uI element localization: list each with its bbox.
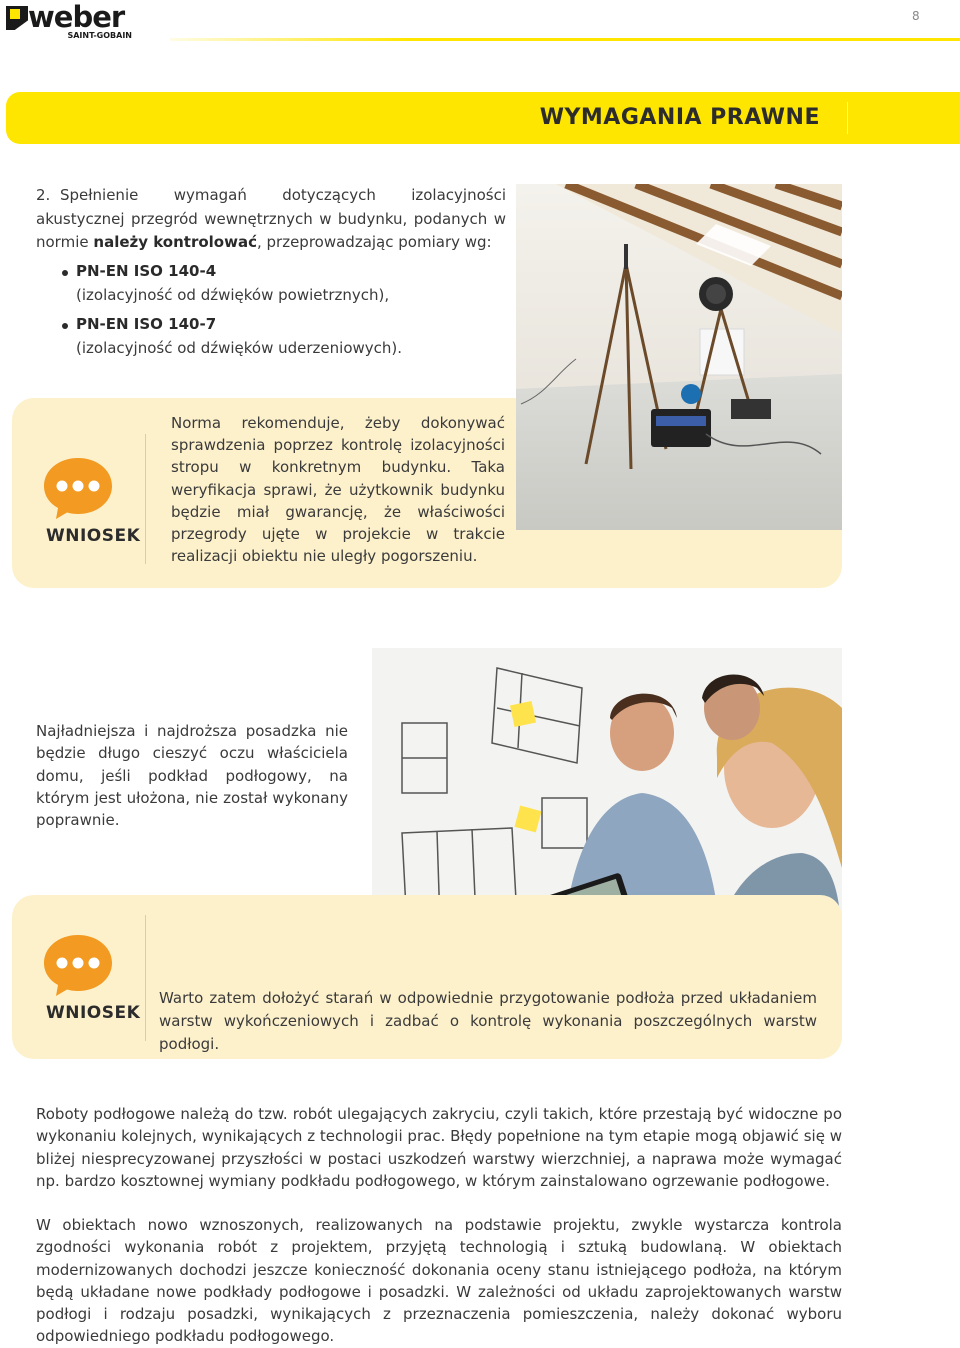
body-paragraph-1: Roboty podłogowe należą do tzw. robót ulegających zakryciu, czyli takich, które przestają być widoczne po wykonaniu kolejnych, wynikających z technologii prac. Błędy popełnione na tym etapie mogą objawić się w bliżej niesprecyzowanej przyszłości w postaci uszkodzeń warstwy wierzchniej, a naprawa może wymagać np. bardzo kosztownej wymiany podkładu podłogowego, w którym zainstalowano ogrzewanie podłogowe.	[36, 1105, 842, 1190]
weber-logo-mark	[6, 6, 28, 30]
section1-bold: należy kontrolować	[93, 233, 257, 251]
section1-text-start: Spełnienie wymagań dotyczących izolacyjności akustycznej przegród wewnętrznych w budynku, podanych w normie	[36, 186, 506, 251]
speech-bubble-icon	[42, 456, 114, 520]
conclusion-text: Warto zatem dołożyć starań w odpowiednie przygotowanie podłoża przed układaniem warstw wykończeniowych i zadbać o kontrolę wykonania poszczególnych warstw podłogi.	[159, 989, 817, 1053]
title-separator	[847, 102, 848, 134]
conclusion-box-2	[12, 895, 842, 1059]
bullet-dot	[62, 270, 68, 276]
section1-text-end: , przeprowadzając pomiary wg:	[256, 233, 492, 251]
title-band	[6, 92, 960, 144]
bullet-item	[76, 260, 389, 307]
weber-logo	[6, 0, 134, 42]
bullet-description: (izolacyjność od dźwięków powietrznych),	[76, 285, 390, 304]
bullet-standard: PN-EN ISO 140-4	[76, 262, 217, 280]
brand-name: weber	[28, 0, 125, 34]
page-number: 8	[912, 9, 920, 23]
box-divider	[145, 434, 146, 564]
page-title: WYMAGANIA PRAWNE	[539, 105, 820, 130]
section2-paragraph: Najładniejsza i najdroższa posadzka nie będzie długo cieszyć oczu właściciela domu, jeśli podkład podłogowy, na którym jest ułożona, nie został wykonany poprawnie.	[36, 722, 348, 830]
box-divider	[145, 915, 146, 1041]
conclusion-label: WNIOSEK	[46, 1003, 141, 1023]
bullet-standard: PN-EN ISO 140-7	[76, 315, 217, 333]
bullet-description: (izolacyjność od dźwięków uderzeniowych).	[76, 338, 403, 357]
section1-paragraph	[36, 184, 506, 255]
conclusion-label: WNIOSEK	[46, 526, 141, 546]
brand-subtitle: SAINT-GOBAIN	[67, 31, 132, 40]
photo-acoustic-measurement-image	[516, 184, 842, 530]
conclusion-text: Norma rekomenduje, żeby dokonywać sprawdzenia poprzez kontrolę izolacyjności stropu w konkretnym budynku. Taka weryfikacja sprawi, że użytkownik budynku będzie miał gwarancję, że właściwości przegrody ujęte w projekcie w trakcie realizacji obiektu nie uległy pogorszeniu.	[171, 414, 505, 566]
bullet-dot	[62, 323, 68, 329]
bullet-item	[76, 313, 402, 360]
speech-bubble-icon	[42, 933, 114, 997]
section1-number: 2.	[36, 186, 51, 204]
body-paragraph-2: W obiektach nowo wznoszonych, realizowanych na podstawie projektu, zwykle wystarcza kontrola zgodności wykonania robót z projektem, przyjętą technologią i sztuką budowlaną. W obiektach modernizowanych dochodzi jeszcze konieczność dokonania oceny stanu istniejącego podłoża, na którym będą układane nowe podkłady podłogowe i posadzki. W zależności od układu zaprojektowanych warstw podłogi i rodzaju posadzki, wynikających z przeznaczenia pomieszczenia, należy dokonać wyboru odpowiedniego podkładu podłogowego.	[36, 1216, 842, 1346]
header-divider	[170, 38, 960, 41]
photo-acoustic-measurement	[516, 184, 842, 530]
